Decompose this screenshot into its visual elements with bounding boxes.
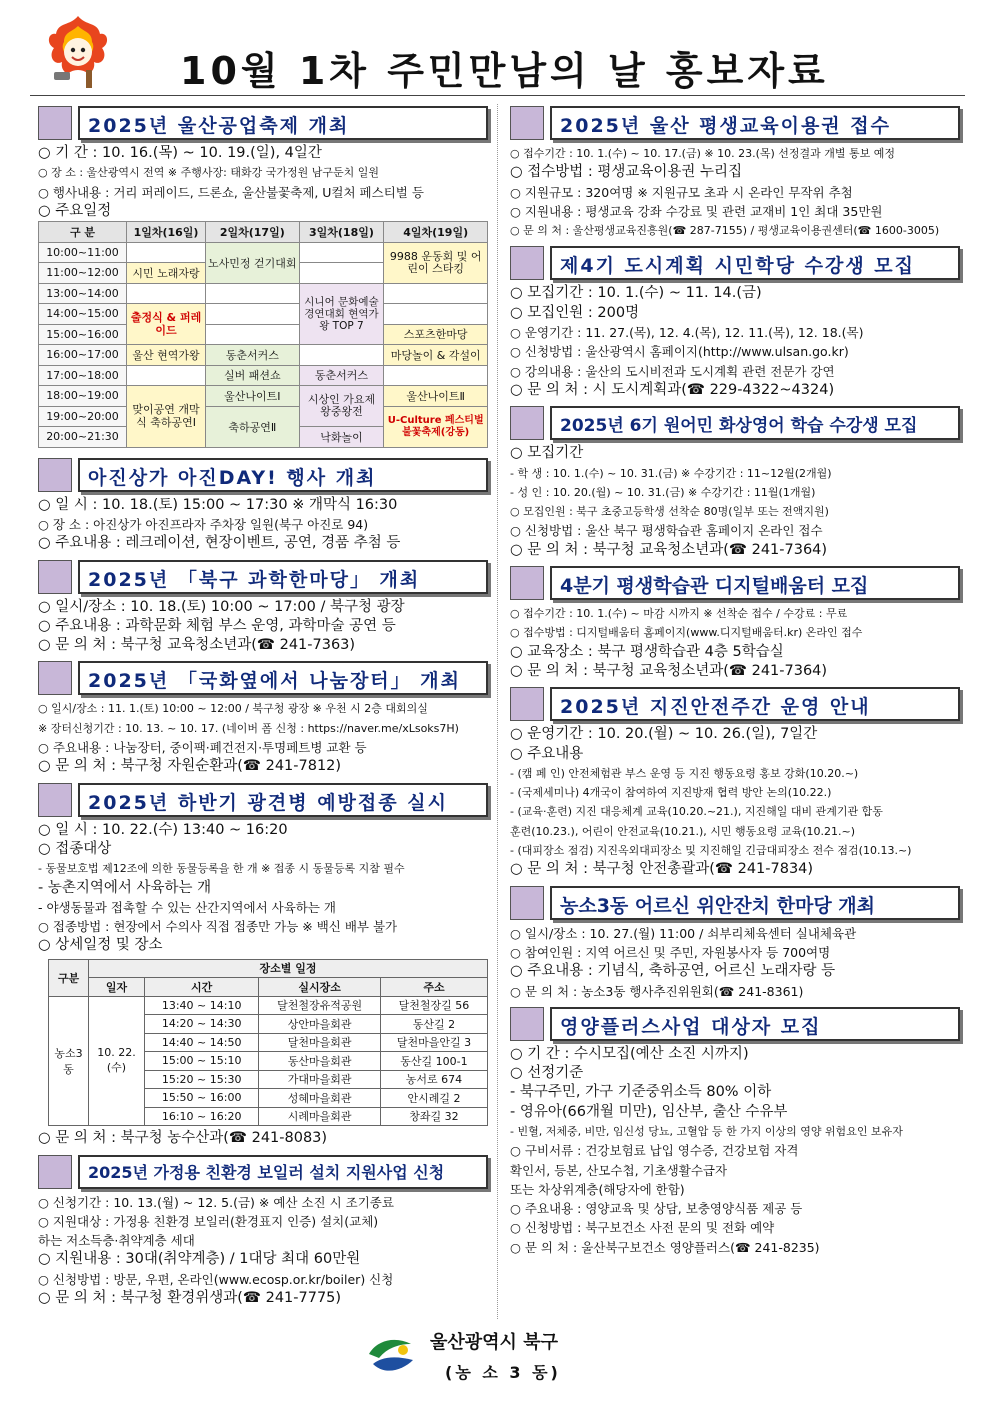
section-sharing-market: [38, 661, 488, 776]
info-line: ○ 주요내용 : 기념식, 축하공연, 어르신 노래자랑 등: [510, 963, 836, 980]
table-cell: 10. 22.(수): [89, 996, 145, 1126]
info-line: ○ 주요내용 : 레크레이션, 현장이벤트, 공연, 경품 추첨 등: [38, 535, 401, 552]
column-divider: [497, 104, 498, 1319]
event-cell: 맞이공연 개막식 축하공연Ⅰ: [127, 386, 206, 448]
info-line: ○ 지원대상 : 가정용 친환경 보일러(환경표지 인증) 설치(교체): [38, 1213, 379, 1229]
info-line: ○ 주요내용 : 나눔장터, 중이팩·폐건전지·투명페트병 교환 등: [38, 740, 367, 756]
table-cell: 15:50 ~ 16:00: [145, 1089, 259, 1108]
section-title: 2025년 6기 원어민 화상영어 학습 수강생 모집: [550, 406, 960, 440]
event-cell: 울산나이트Ⅱ: [384, 386, 488, 407]
table-cell: 15:00 ~ 15:10: [145, 1052, 259, 1071]
info-line: - (대피장소 점검) 지진옥외대피장소 및 지진해일 긴급대피장소 전수 점검(10.13.~): [510, 844, 912, 858]
buk-gu-logo-icon: [365, 1330, 417, 1382]
info-line: ○ 장 소 : 울산광역시 전역 ※ 주행사장: 태화강 국가정원 남구둔치 일원: [38, 166, 379, 180]
info-line: - 농촌지역에서 사육하는 개: [38, 879, 212, 896]
header: [30, 12, 970, 100]
info-line: ○ 문 의 처 : 북구청 농수산과(☎ 241-8083): [38, 1130, 328, 1147]
info-line: ○ 신청방법 : 방문, 우편, 온라인(www.ecosp.or.kr/boiler) 신청: [38, 1271, 394, 1287]
event-cell: 낙화놀이: [299, 427, 384, 448]
table-cell: 13:40 ~ 14:10: [145, 996, 259, 1015]
info-line: - (국제세미나) 4개국이 참여하여 지진방재 협력 방안 논의(10.22.): [510, 786, 832, 800]
info-line: ○ 접수기간 : 10. 1.(수) ~ 10. 17.(금) ※ 10. 23.(목) 선정결과 개별 통보 예정: [510, 147, 896, 160]
table-header: 시간: [145, 978, 259, 997]
section-lifelong-voucher: [510, 106, 960, 240]
table-cell: 달천철장길 56: [380, 996, 487, 1015]
time-cell: 19:00~20:00: [39, 406, 127, 427]
vaccination-schedule-table: [48, 959, 488, 1127]
event-cell: 실버 패션쇼: [206, 365, 300, 386]
section-eco-boiler: [38, 1155, 488, 1309]
info-line: - 영유아(66개월 미만), 임산부, 출산 수유부: [510, 1103, 788, 1120]
info-line: ○ 모집기간: [510, 445, 584, 462]
section-elders-party: [510, 886, 960, 1001]
info-line: ○ 강의내용 : 울산의 도시비전과 도시계획 관련 전문가 강연: [510, 363, 835, 379]
event-cell: 동춘서커스: [299, 365, 384, 386]
event-cell: 출정식 & 퍼레이드: [127, 304, 206, 345]
event-cell: 울산 현역가왕: [127, 345, 206, 366]
table-header: 구 분: [39, 222, 127, 243]
table-cell: 16:10 ~ 16:20: [145, 1107, 259, 1126]
info-line: ○ 접종방법 : 현장에서 수의사 직접 접종만 가능 ※ 백신 배부 불가: [38, 919, 398, 935]
section-nutrition-plus: [510, 1007, 960, 1257]
time-cell: 20:00~21:30: [39, 427, 127, 448]
info-line: ○ 구비서류 : 건강보험료 납입 영수증, 건강보험 자격: [510, 1143, 799, 1159]
info-line: ○ 지원규모 : 320여명 ※ 지원규모 초과 시 온라인 무작위 추첨: [510, 184, 853, 200]
empty-cell: [299, 242, 384, 263]
event-cell: 스포츠한마당: [384, 324, 488, 345]
table-cell: 농소3동: [49, 996, 89, 1126]
info-line: - 야생동물과 접촉할 수 있는 산간지역에서 사육하는 개: [38, 899, 336, 915]
table-header: 1일차(16일): [127, 222, 206, 243]
info-line: ○ 기 간 : 10. 16.(목) ~ 10. 19.(일), 4일간: [38, 145, 322, 161]
info-line: ○ 운영기간 : 10. 20.(월) ~ 10. 26.(일), 7일간: [510, 726, 818, 743]
info-line: 훈련(10.23.), 어린이 안전교육(10.21.), 시민 행동요령 교육(10.21.~): [510, 824, 856, 838]
info-line: ○ 접종대상: [38, 840, 112, 857]
info-line: - (교육·훈련) 지진 대응체계 교육(10.20.~21.), 지진해일 대비 관계기관 합동: [510, 805, 883, 819]
table-cell: 성혜마을회관: [259, 1089, 381, 1108]
empty-cell: [127, 283, 206, 304]
info-line: ○ 지원내용 : 30대(취약계층) / 1대당 최대 60만원: [38, 1251, 361, 1268]
info-line: ○ 문 의 처 : 시 도시계획과(☎ 229-4322~4324): [510, 381, 835, 398]
info-line: ○ 접수기간 : 10. 1.(수) ~ 마감 시까지 ※ 선착순 접수 / 수강료 : 무료: [510, 607, 848, 621]
table-header: 구분: [49, 959, 89, 996]
info-line: ○ 일시/장소 : 10. 27.(월) 11:00 / 쇠부리체육센터 실내체육관: [510, 925, 857, 941]
info-line: ○ 모집인원 : 200명: [510, 304, 640, 321]
section-marker: [510, 1007, 544, 1041]
event-cell: 시상인 가요제 왕중왕전: [299, 386, 384, 427]
time-cell: 10:00~11:00: [39, 242, 127, 263]
section-marker: [510, 106, 544, 140]
event-cell: U-Culture 페스티벌 불꽃축제(강동): [384, 406, 488, 447]
table-header: 4일차(19일): [384, 222, 488, 243]
empty-cell: [384, 304, 488, 325]
table-cell: 농서로 674: [380, 1070, 487, 1089]
time-cell: 11:00~12:00: [39, 263, 127, 284]
table-cell: 동산길 100-1: [380, 1052, 487, 1071]
table-header: 주소: [380, 978, 487, 997]
empty-cell: [384, 365, 488, 386]
info-line: ○ 모집기간 : 10. 1.(수) ~ 11. 14.(금): [510, 285, 762, 302]
info-line: ○ 일시/장소 : 11. 1.(토) 10:00 ~ 12:00 / 북구청 광장 ※ 우천 시 2층 대회의실: [38, 702, 428, 716]
empty-cell: [384, 283, 488, 304]
section-title: 4분기 평생학습관 디지털배움터 모집: [550, 566, 960, 600]
table-cell: 시례마을회관: [259, 1107, 381, 1126]
table-header: 3일차(18일): [299, 222, 384, 243]
mascot-icon: [40, 12, 116, 100]
info-line: ○ 장 소 : 아진상가 아진프라자 주차장 일원(북구 아진로 94): [38, 516, 369, 532]
section-title: 제4기 도시계획 시민학당 수강생 모집: [550, 246, 960, 280]
info-line: 하는 저소득층·취약계층 세대: [38, 1233, 195, 1249]
section-marker: [510, 687, 544, 721]
event-cell: 축하공연Ⅱ: [206, 406, 300, 447]
event-cell: 9988 운동회 및 어린이 스타킹: [384, 242, 488, 283]
info-line: ○ 문 의 처 : 울산북구보건소 영양플러스(☎ 241-8235): [510, 1239, 820, 1255]
info-line: ○ 지원내용 : 평생교육 강좌 수강료 및 관련 교재비 1인 최대 35만원: [510, 203, 883, 219]
section-festival: [38, 106, 488, 448]
empty-cell: [299, 345, 384, 366]
table-cell: 안시례길 2: [380, 1089, 487, 1108]
info-line: ○ 접수방법 : 평생교육이용권 누리집: [510, 164, 743, 181]
info-line: ※ 장터신청기간 : 10. 13. ~ 10. 17. (네이버 폼 신청 : https://naver.me/xLsoks7H): [38, 721, 459, 735]
info-line: ○ 주요내용 : 영양교육 및 상담, 보충영양식품 제공 등: [510, 1201, 803, 1217]
festival-schedule-table: [38, 221, 488, 448]
empty-cell: [299, 263, 384, 284]
time-cell: 15:00~16:00: [39, 324, 127, 345]
info-line: ○ 운영기간 : 11. 27.(목), 12. 4.(목), 12. 11.(목), 12. 18.(목): [510, 325, 864, 341]
table-cell: 동산마을회관: [259, 1052, 381, 1071]
info-line: ○ 주요일정: [38, 202, 112, 219]
info-line: - 빈혈, 저체중, 비만, 임신성 당뇨, 고혈압 등 한 가지 이상의 영양 위험요인 보유자: [510, 1124, 903, 1138]
info-line: ○ 문 의 처 : 북구청 교육청소년과(☎ 241-7364): [510, 541, 828, 558]
time-cell: 18:00~19:00: [39, 386, 127, 407]
section-science-fair: [38, 560, 488, 656]
info-line: - (캠 페 인) 안전체험관 부스 운영 등 지진 행동요령 홍보 강화(10.20.~): [510, 766, 859, 780]
section-marker: [510, 886, 544, 920]
info-line: ○ 교육장소 : 북구 평생학습관 4층 5학습실: [510, 643, 784, 660]
info-line: ○ 선정기준: [510, 1065, 584, 1082]
section-title: 2025년 지진안전주간 운영 안내: [550, 687, 960, 721]
section-marker: [38, 783, 72, 817]
event-cell: 시니어 문화예술 경연대회 현역가왕 TOP 7: [299, 283, 384, 345]
section-title: 2025년 울산공업축제 개최: [78, 106, 488, 140]
footer: [355, 1322, 635, 1392]
table-cell: 달천마을안길 3: [380, 1033, 487, 1052]
section-title: 2025년 가정용 친환경 보일러 설치 지원사업 신청: [78, 1155, 488, 1189]
section-title: 2025년 하반기 광견병 예방접종 실시: [78, 783, 488, 817]
section-marker: [510, 566, 544, 600]
table-cell: 동산길 2: [380, 1015, 487, 1034]
info-line: ○ 일시/장소 : 10. 18.(토) 10:00 ~ 17:00 / 북구청 광장: [38, 598, 405, 615]
info-line: ○ 문 의 처 : 북구청 교육청소년과(☎ 241-7364): [510, 662, 828, 679]
section-marker: [38, 1155, 72, 1189]
section-title: 2025년 「국화옆에서 나눔장터」 개최: [78, 661, 488, 695]
info-line: ○ 일 시 : 10. 22.(수) 13:40 ~ 16:20: [38, 821, 288, 838]
table-cell: 가대마을회관: [259, 1070, 381, 1089]
section-title: 2025년 울산 평생교육이용권 접수: [550, 106, 960, 140]
event-cell: 울산나이트Ⅰ: [206, 386, 300, 407]
section-title: 아진상가 아진DAY! 행사 개최: [78, 458, 488, 492]
page-title: 10월 1차 주민만남의 날 홍보자료: [180, 49, 829, 93]
info-line: ○ 주요내용 : 과학문화 체험 부스 운영, 과학마술 공연 등: [38, 617, 396, 634]
section-title: 영양플러스사업 대상자 모집: [550, 1007, 960, 1041]
footer-dong: (농 소 3 동): [445, 1363, 561, 1382]
section-marker: [510, 406, 544, 440]
info-line: - 학 생 : 10. 1.(수) ~ 10. 31.(금) ※ 수강기간 : 11~12월(2개월): [510, 466, 832, 480]
info-line: ○ 문 의 처 : 북구청 환경위생과(☎ 241-7775): [38, 1290, 342, 1307]
table-header: 일자: [89, 978, 145, 997]
info-line: ○ 신청기간 : 10. 13.(월) ~ 12. 5.(금) ※ 예산 소진 시 조기종료: [38, 1194, 394, 1210]
section-video-english: [510, 406, 960, 560]
info-line: ○ 문 의 처 : 울산평생교육진흥원(☎ 287-7155) / 평생교육이용권센터(☎ 1600-3005): [510, 224, 940, 238]
event-cell: 시민 노래자랑: [127, 263, 206, 284]
info-line: ○ 신청방법 : 울산광역시 홈페이지(http://www.ulsan.go.kr): [510, 344, 849, 360]
time-cell: 16:00~17:00: [39, 345, 127, 366]
section-digital-learning: [510, 566, 960, 681]
section-marker: [38, 661, 72, 695]
section-marker: [38, 458, 72, 492]
empty-cell: [206, 304, 300, 325]
event-cell: 동춘서커스: [206, 345, 300, 366]
time-cell: 13:00~14:00: [39, 283, 127, 304]
info-line: ○ 문 의 처 : 북구청 교육청소년과(☎ 241-7363): [38, 637, 356, 654]
section-title: 2025년 「북구 과학한마당」 개최: [78, 560, 488, 594]
table-cell: 달천철장유적공원: [259, 996, 381, 1015]
empty-cell: [206, 283, 300, 304]
footer-org: 울산광역시 북구: [430, 1332, 558, 1353]
info-line: ○ 문 의 처 : 북구청 안전총괄과(☎ 241-7834): [510, 861, 814, 878]
table-cell: 14:20 ~ 14:30: [145, 1015, 259, 1034]
info-line: ○ 행사내용 : 거리 퍼레이드, 드론쇼, 울산불꽃축제, U컬처 페스티벌 등: [38, 184, 424, 200]
section-marker: [38, 560, 72, 594]
empty-cell: [127, 242, 206, 263]
table-header: 실시장소: [259, 978, 381, 997]
table-cell: 상안마을회관: [259, 1015, 381, 1034]
info-line: ○ 신청방법 : 울산 북구 평생학습관 홈페이지 온라인 접수: [510, 523, 823, 539]
time-cell: 17:00~18:00: [39, 365, 127, 386]
info-line: ○ 문 의 처 : 북구청 자원순환과(☎ 241-7812): [38, 758, 342, 775]
table-cell: 달천마을회관: [259, 1033, 381, 1052]
empty-cell: [206, 324, 300, 345]
event-cell: 마당놀이 & 각설이: [384, 345, 488, 366]
time-cell: 14:00~15:00: [39, 304, 127, 325]
section-marker: [510, 246, 544, 280]
table-header: 장소별 일정: [89, 959, 488, 978]
section-title: 농소3동 어르신 위안잔치 한마당 개최: [550, 886, 960, 920]
section-earthquake-week: [510, 687, 960, 879]
info-line: 또는 차상위계층(해당자에 한함): [510, 1181, 685, 1197]
info-line: ○ 신청방법 : 북구보건소 사전 문의 및 전화 예약: [510, 1220, 775, 1236]
info-line: ○ 문 의 처 : 농소3동 행사추진위원회(☎ 241-8361): [510, 983, 804, 999]
table-cell: 창좌길 32: [380, 1107, 487, 1126]
info-line: ○ 접수방법 : 디지털배움터 홈페이지(www.디지털배움터.kr) 온라인 접수: [510, 626, 863, 640]
event-cell: 노사민정 걷기대회: [206, 242, 300, 283]
info-line: ○ 상세일정 및 장소: [38, 937, 163, 954]
info-line: ○ 참여인원 : 지역 어르신 및 주민, 자원봉사자 등 700여명: [510, 944, 831, 960]
info-line: - 북구주민, 가구 기준중위소득 80% 이하: [510, 1084, 772, 1101]
section-ajin-day: [38, 458, 488, 554]
table-header: 2일차(17일): [206, 222, 300, 243]
info-line: - 동물보호법 제12조에 의한 동물등록을 한 개 ※ 접종 시 동물등록 지참 필수: [38, 862, 405, 876]
info-line: - 성 인 : 10. 20.(월) ~ 10. 31.(금) ※ 수강기간 : 11월(1개월): [510, 485, 816, 499]
section-urban-planning-school: [510, 246, 960, 400]
info-line: ○ 일 시 : 10. 18.(토) 15:00 ~ 17:30 ※ 개막식 16:30: [38, 496, 398, 513]
title-rule: [30, 95, 965, 96]
info-line: 확인서, 등본, 산모수첩, 기초생활수급자: [510, 1162, 728, 1178]
table-cell: 15:20 ~ 15:30: [145, 1070, 259, 1089]
info-line: ○ 기 간 : 수시모집(예산 소진 시까지): [510, 1045, 749, 1062]
info-line: ○ 주요내용: [510, 745, 584, 762]
empty-cell: [127, 365, 206, 386]
section-marker: [38, 106, 72, 140]
info-line: ○ 모집인원 : 북구 초중고등학생 선착순 80명(일부 또는 전액지원): [510, 505, 829, 519]
section-rabies-vaccination: [38, 783, 488, 1149]
left-column: [38, 106, 488, 1314]
table-cell: 14:40 ~ 14:50: [145, 1033, 259, 1052]
right-column: [510, 106, 960, 1263]
